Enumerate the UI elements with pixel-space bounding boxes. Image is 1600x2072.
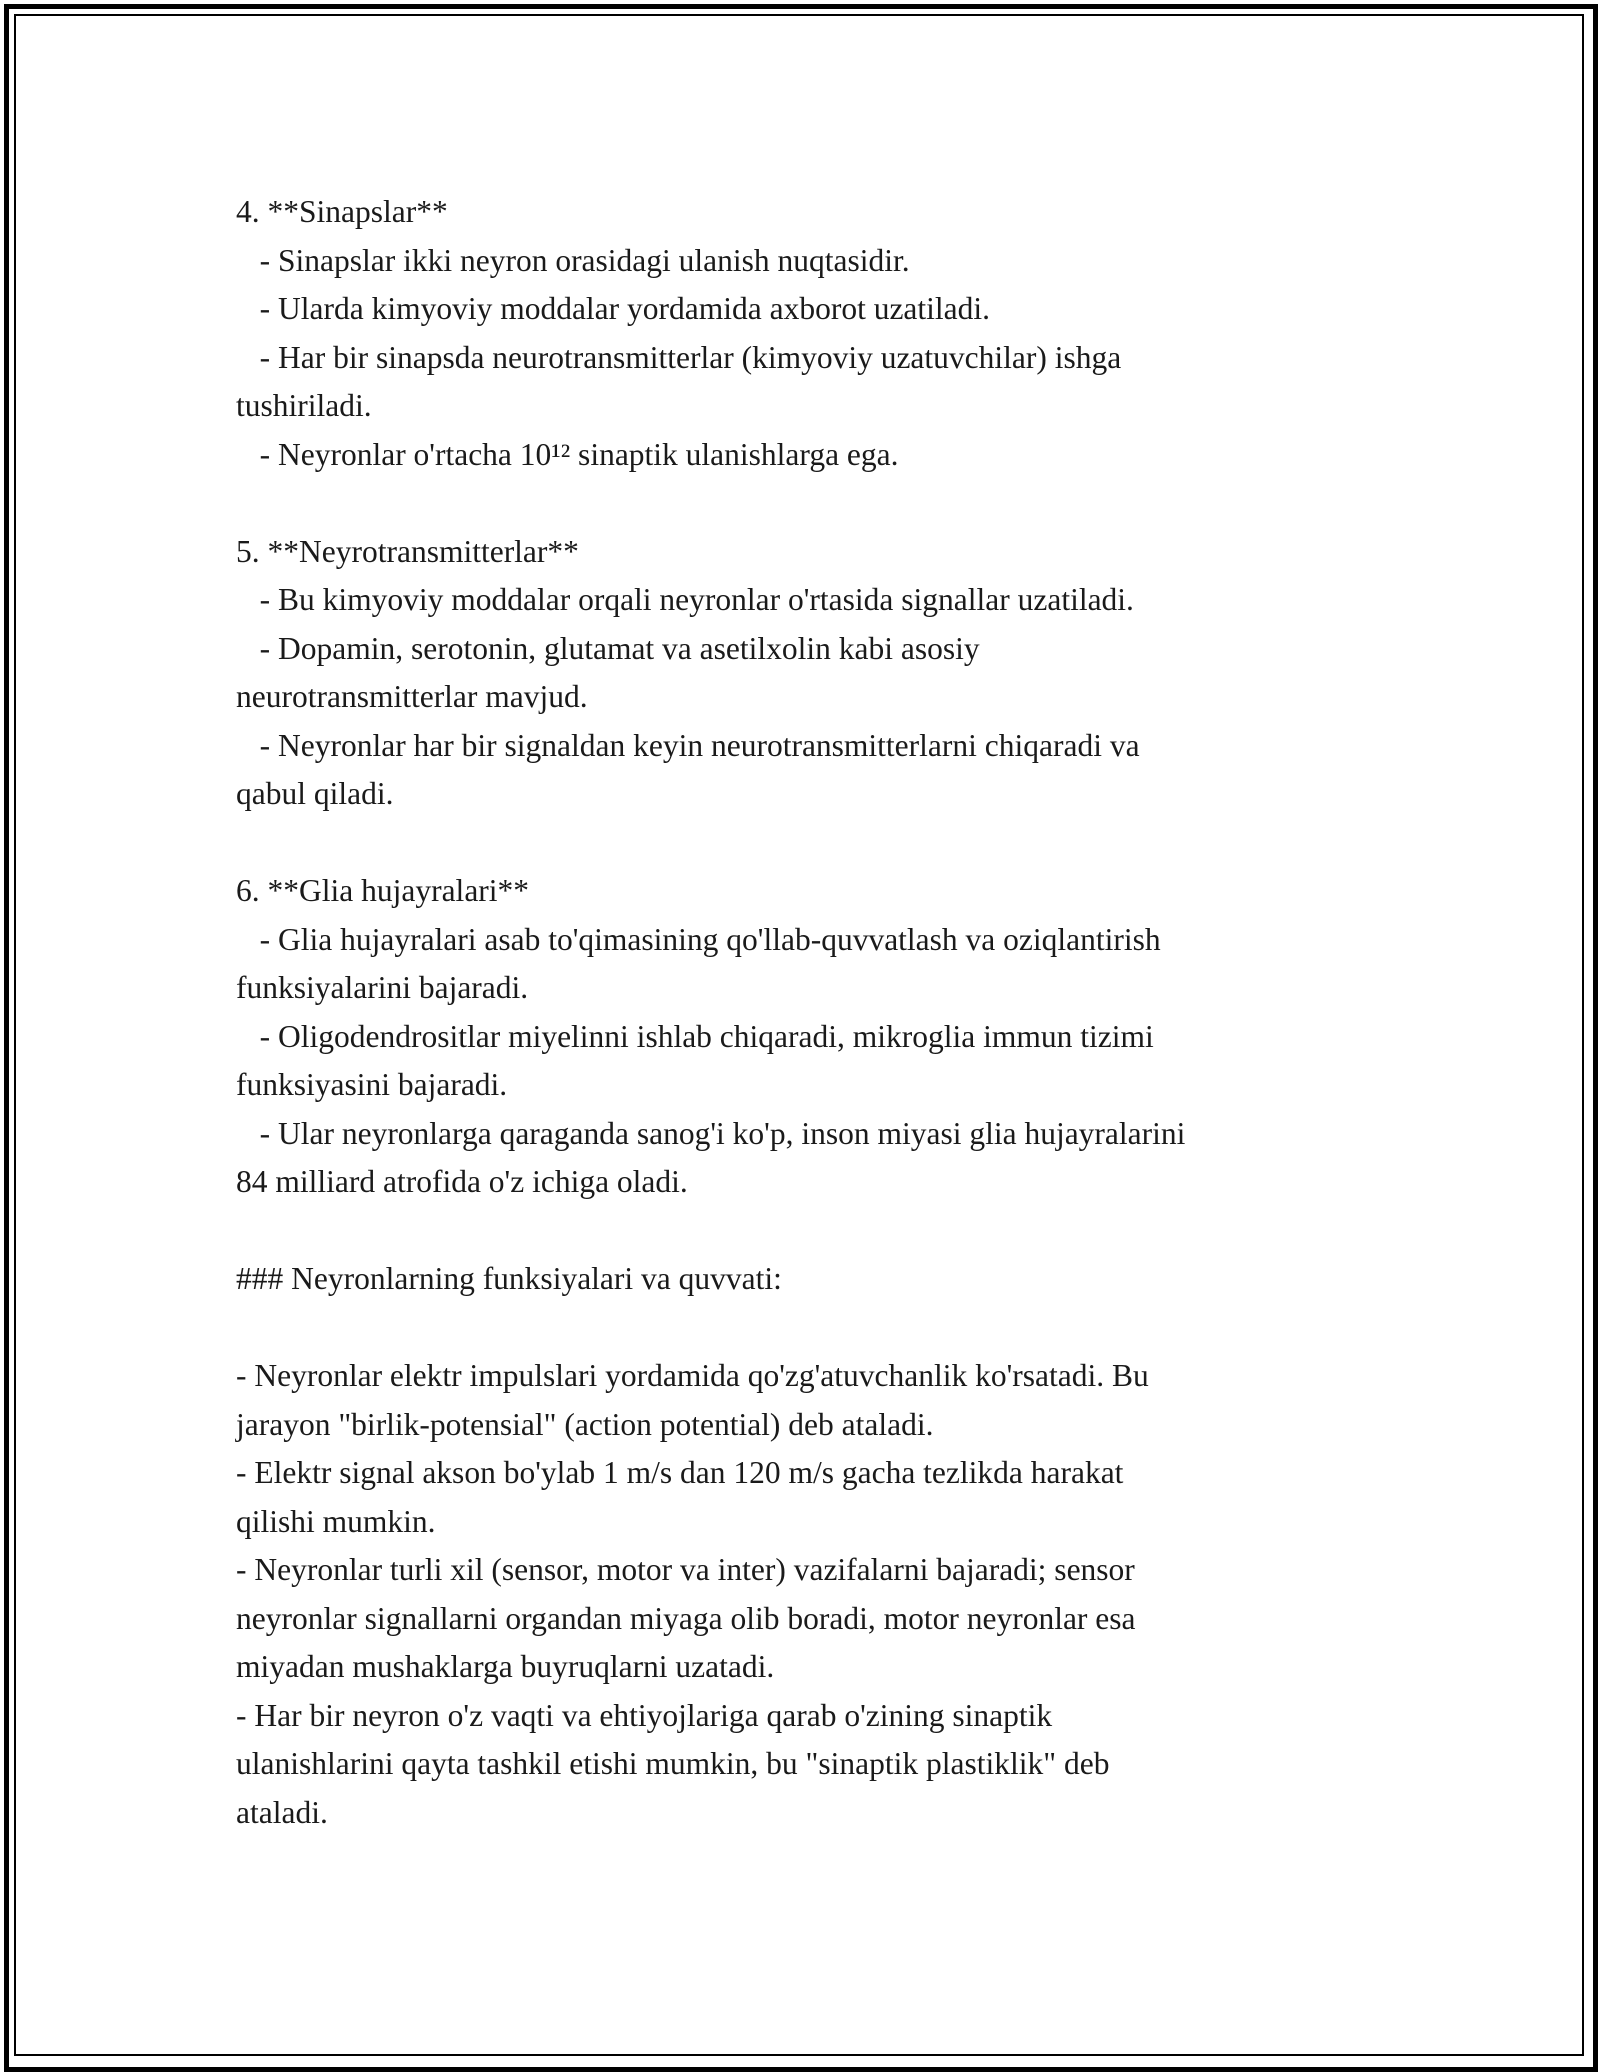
text-line: - Sinapslar ikki neyron orasidagi ulanish nuqtasidir.: [236, 242, 910, 278]
text-line: - Dopamin, serotonin, glutamat va asetilxolin kabi asosiy: [236, 630, 980, 666]
text-line: qilishi mumkin.: [236, 1503, 436, 1539]
text-line: ataladi.: [236, 1794, 328, 1830]
text-line: - Neyronlar har bir signaldan keyin neurotransmitterlarni chiqaradi va: [236, 727, 1140, 763]
text-line: - Elektr signal akson bo'ylab 1 m/s dan 120 m/s gacha tezlikda harakat: [236, 1455, 1124, 1490]
text-line: 84 milliard atrofida o'z ichiga oladi.: [236, 1164, 688, 1199]
text-line: tushiriladi.: [236, 388, 372, 423]
text-line: - Ular neyronlarga qaraganda sanog'i ko'p, inson miyasi glia hujayralarini: [236, 1115, 1186, 1151]
text-line: neyronlar signallarni organdan miyaga olib boradi, motor neyronlar esa: [236, 1600, 1136, 1636]
blank-line: [236, 1304, 1376, 1353]
subheading-neyron-funksiyalari: ### Neyronlarning funksiyalari va quvvati:: [236, 1261, 782, 1296]
blank-line: [236, 1207, 1376, 1256]
section-heading-sinapslar: 4. **Sinapslar**: [236, 194, 448, 229]
text-line: - Neyronlar elektr impulslari yordamida qo'zg'atuvchanlik ko'rsatadi. Bu: [236, 1358, 1149, 1393]
text-line: funksiyasini bajaradi.: [236, 1067, 508, 1102]
text-line: - Neyronlar turli xil (sensor, motor va inter) vazifalarni bajaradi; sensor: [236, 1552, 1135, 1587]
text-line: neurotransmitterlar mavjud.: [236, 679, 588, 714]
text-line: - Neyronlar o'rtacha 10¹² sinaptik ulanishlarga ega.: [236, 436, 899, 472]
text-line: ulanishlarini qayta tashkil etishi mumkin, bu "sinaptik plastiklik" deb: [236, 1746, 1110, 1781]
document-body: [236, 188, 1376, 1837]
text-line: qabul qiladi.: [236, 776, 394, 811]
blank-line: [236, 819, 1376, 868]
text-line: - Har bir sinapsda neurotransmitterlar (kimyoviy uzatuvchilar) ishga: [236, 339, 1122, 375]
text-line: - Oligodendrositlar miyelinni ishlab chiqaradi, mikroglia immun tizimi: [236, 1018, 1154, 1054]
text-line: miyadan mushaklarga buyruqlarni uzatadi.: [236, 1649, 775, 1684]
blank-line: [236, 479, 1376, 528]
text-line: - Bu kimyoviy moddalar orqali neyronlar o'rtasida signallar uzatiladi.: [236, 582, 1134, 617]
section-heading-neyrotransmitterlar: 5. **Neyrotransmitterlar**: [236, 533, 579, 569]
text-line: - Har bir neyron o'z vaqti va ehtiyojlariga qarab o'zining sinaptik: [236, 1697, 1053, 1733]
text-line: - Glia hujayralari asab to'qimasining qo'llab-quvvatlash va oziqlantirish: [236, 921, 1161, 957]
text-line: funksiyalarini bajaradi.: [236, 970, 529, 1005]
text-line: - Ularda kimyoviy moddalar yordamida axborot uzatiladi.: [236, 291, 991, 326]
section-heading-glia: 6. **Glia hujayralari**: [236, 873, 530, 908]
text-line: jarayon "birlik-potensial" (action potential) deb ataladi.: [236, 1406, 934, 1442]
